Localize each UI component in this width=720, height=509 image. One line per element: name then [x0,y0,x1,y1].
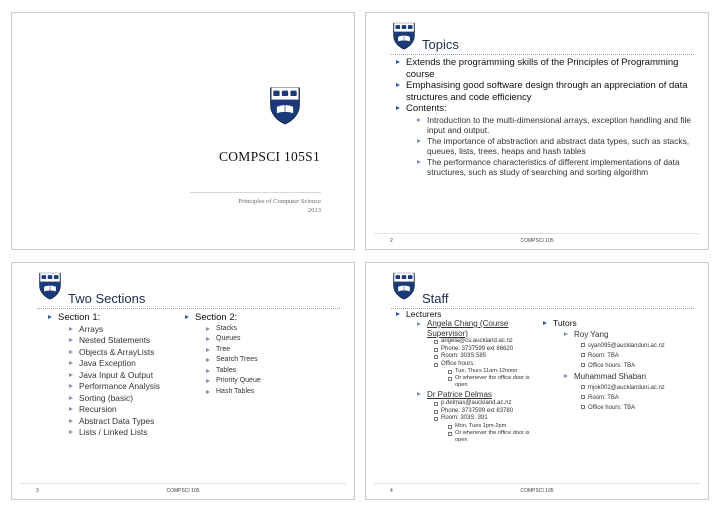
list-item: Stacks [205,324,304,335]
title-underline [37,308,340,309]
university-crest-icon [37,271,63,300]
list-item [433,361,532,390]
university-crest-icon [391,21,417,50]
room-label: Room: 303S. 391 [441,415,488,421]
list-item [184,312,304,398]
footer-text: COMPSCI 105 [520,238,554,244]
list-item: Or whenever the office door is open [447,375,532,389]
list-item: Introduction to the multi-dimensional arrays, exception handling and file input and output. [416,115,695,136]
slide-title: Staff [422,291,449,306]
list-item: Or whenever the office door is open [447,430,541,444]
list-item: Java Input & Output [68,370,182,382]
list-item: Search Trees [205,355,304,366]
slide-title: Two Sections [68,291,146,306]
list-item: Java Exception [68,358,182,370]
list-item: Abstract Data Types [68,416,182,428]
title-rule [190,192,321,193]
list-item: Tables [205,366,304,377]
list-item: Recursion [68,404,182,416]
lecturers-label: Lecturers [406,309,442,319]
lecturer-2-name[interactable]: Dr Patrice Delmas [427,390,492,399]
section-1-list [47,312,182,439]
list-item: Phone: 3737599 ext 83780 [433,408,541,416]
list-item [47,312,182,439]
slide-2-topics [365,12,709,250]
list-item [416,319,532,389]
university-crest-icon [267,85,303,125]
office-hours-label: Office hours: [441,360,475,367]
list-item [395,103,695,178]
contents-label: Contents: [406,103,447,114]
topics-list [395,57,695,178]
list-item: Room: TBA [580,393,702,403]
list-item [542,318,702,413]
list-item: Office hours: TBA [580,361,702,371]
list-item: Objects & ArrayLists [68,347,182,359]
list-item: Queues [205,334,304,345]
footer-text: COMPSCI 105 [166,488,200,494]
footer-rule [20,483,346,484]
list-item [433,415,541,444]
page-number: 3 [36,488,39,494]
list-item: Lists / Linked Lists [68,427,182,439]
list-item [416,389,541,444]
list-item: Extends the programming skills of the Principles of Programming course [395,57,695,80]
list-item: mjok002@aucklanduni.ac.nz [580,383,702,393]
slide-title: Topics [422,37,459,52]
list-item [395,309,541,444]
list-item [563,329,702,371]
list-item: Emphasising good software design through an appreciation of data structures and code efficiency [395,80,695,103]
course-title: COMPSCI 105S1 [218,149,320,164]
page-number: 4 [390,488,393,494]
list-item: Room: TBA [580,351,702,361]
tutors-list [542,318,702,413]
list-item: Sorting (basic) [68,393,182,405]
footer-rule [374,233,700,234]
footer-text: COMPSCI 105 [520,488,554,494]
course-year: 2013 [308,207,321,214]
title-underline [391,54,694,55]
list-item: p.delmas@auckland.ac.nz [433,400,541,408]
lecturers-list [395,309,541,444]
section-1-label: Section 1: [58,312,101,323]
footer-rule [374,483,700,484]
list-item: The performance characteristics of different implementations of data structures, such as study of searching and sorting algorithm [416,157,695,178]
list-item: syan095@aucklanduni.ac.nz [580,341,702,351]
list-item: Nested Statements [68,335,182,347]
slide-4-staff [365,262,709,500]
page-number: 2 [390,238,393,244]
list-item: angela@cs.auckland.ac.nz [433,338,532,346]
lecturer-1-name[interactable]: Angela Chang (Course Supervisor) [427,319,509,338]
slide-1-title [11,12,355,250]
list-item: Tue, Thurs 11am-12noon [447,368,532,375]
list-item: Performance Analysis [68,381,182,393]
tutor-1-name: Roy Yang [574,330,609,339]
list-item: Priority Queue [205,376,304,387]
list-item: The importance of abstraction and abstract data types, such as stacks, queues, lists, trees, heaps and hash tables [416,136,695,157]
list-item: Room: 303S.585 [433,353,532,361]
section-2-list [184,312,304,398]
section-2-label: Section 2: [195,312,238,323]
course-subtitle: Principles of Computer Science [238,198,321,205]
list-item: Arrays [68,324,182,336]
slide-3-sections [11,262,355,500]
list-item [563,371,702,413]
list-item: Tree [205,345,304,356]
list-item: Hash Tables [205,387,304,398]
university-crest-icon [391,271,417,300]
list-item: Phone: 3737599 ext 86620 [433,346,532,354]
tutors-label: Tutors [553,318,577,328]
list-item: Office hours: TBA [580,403,702,413]
list-item: Mon, Tues 1pm-2pm [447,423,541,430]
tutor-2-name: Muhammad Shaban [574,372,647,381]
